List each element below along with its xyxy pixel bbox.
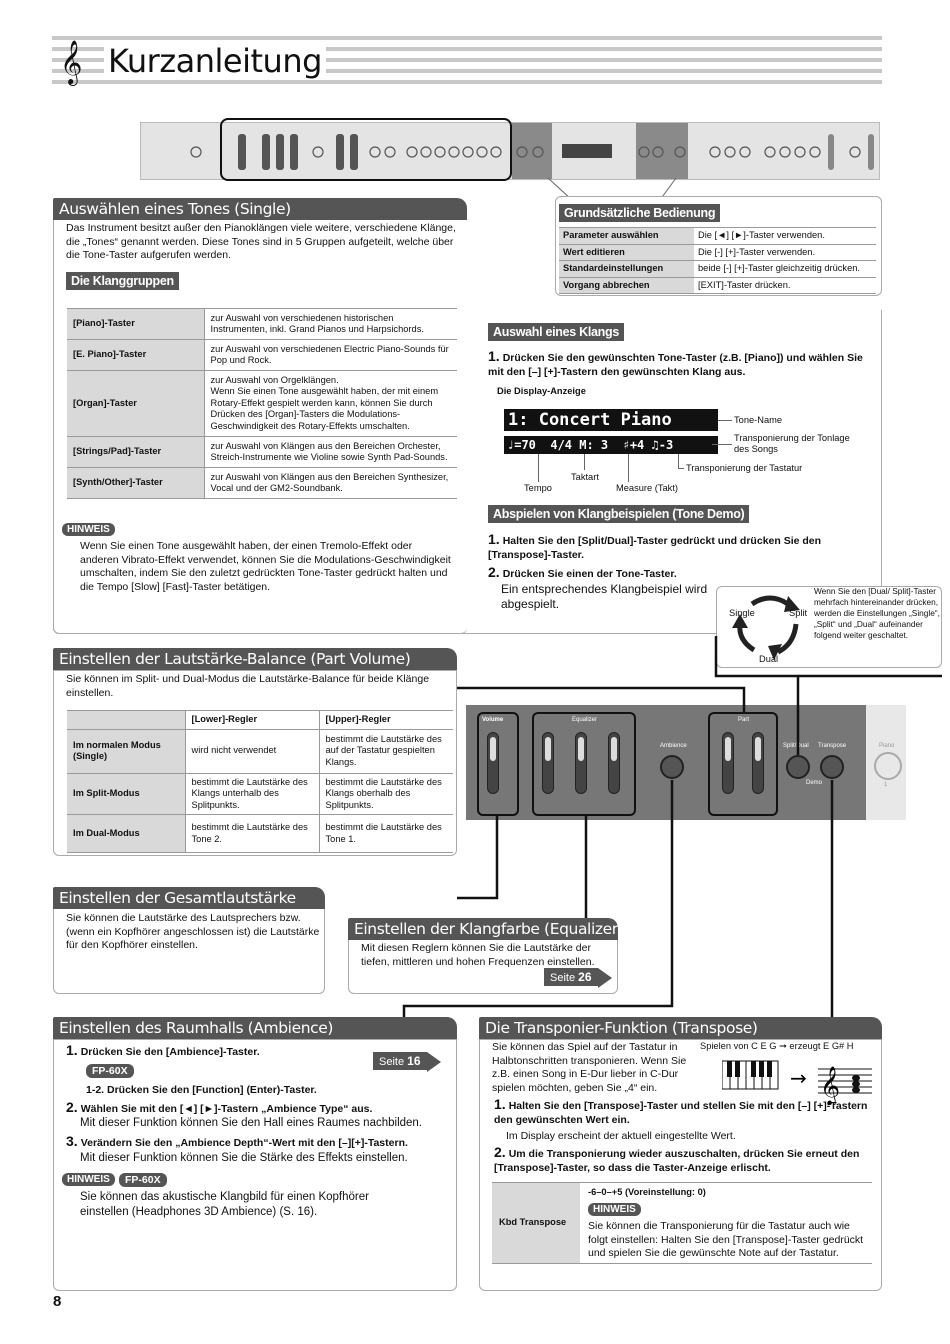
fp60x-badge: FP-60X: [86, 1064, 134, 1078]
basics-value: Die [◄] [►]-Taster verwenden.: [694, 228, 876, 245]
seite-number: 16: [407, 1054, 421, 1068]
transpose-intro: Sie können das Spiel auf der Tastatur in Halbtonschritten transponieren. Wenn Sie z.B. einen Song in E-Dur lieber in C-Dur spielen möchten, geben Sie „4“ ein.: [492, 1041, 687, 1094]
step-number: 1.: [488, 531, 500, 547]
step-number: 1.: [66, 1042, 78, 1058]
group-desc: zur Auswahl von Klängen aus den Bereichen Synthesizer, Vocal und der GM2-Soundbank.: [204, 468, 457, 499]
partvol-lower: bestimmt die Lautstärke des Tone 2.: [185, 815, 319, 853]
svg-text:→: →: [790, 1066, 807, 1090]
transpose-step1-text: Halten Sie den [Transpose]-Taster und stellen Sie mit den [–] [+]-Tastern den gewünschten Wert ein.: [494, 1100, 868, 1126]
ambience-page-ref[interactable]: [373, 1052, 427, 1070]
eq-text: Mit diesen Reglern können Sie die Lautstärke der tiefen, mittleren und hohen Frequenzen einstellen.: [361, 942, 595, 968]
gesamt-heading: Einstellen der Gesamtlautstärke: [53, 887, 325, 909]
demo-heading: Abspielen von Klangbeispielen (Tone Demo): [488, 505, 749, 523]
partvol-mode: Im Dual-Modus: [67, 815, 185, 853]
seite-label: Seite: [550, 972, 576, 984]
basics-key: Parameter auswählen: [559, 228, 694, 245]
step-number: 2.: [66, 1099, 78, 1115]
group-desc: zur Auswahl von Klängen aus den Bereichen Orchester, Streich-Instrumente wie Violine sowie Synth Pad-Sounds.: [204, 437, 457, 468]
basics-value: beide [-] [+]-Taster gleichzeitig drücken.: [694, 261, 876, 278]
kbd-transpose-label: Transponierung der Tastatur: [686, 463, 803, 473]
ambience-step2-text: Wählen Sie mit den [◄] [►]-Tastern „Ambience Type“ aus.: [80, 1103, 373, 1115]
klang-heading: Auswahl eines Klangs: [488, 323, 624, 341]
basics-key: Wert editieren: [559, 244, 694, 261]
ambience-step3: [66, 1134, 456, 1150]
transpose-example: Spielen von C E G ➞ erzeugt E G# H: [700, 1041, 854, 1051]
step-number: 2.: [488, 564, 500, 580]
partvol-mode: Im normalen Modus (Single): [67, 729, 185, 773]
ambience-step1b: 1-2. Drücken Sie den [Function] (Enter)-Taster.: [86, 1084, 317, 1096]
partvol-lower: bestimmt die Lautstärke des Klangs unterhalb des Splitpunkts.: [185, 773, 319, 815]
klang-step1-text: Drücken Sie den gewünschten Tone-Taster (z.B. [Piano]) und wählen Sie mit den [–] [+]-Tastern den gewünschten Klang aus.: [488, 352, 863, 378]
kbd-transpose-range: -6–0–+5 (Voreinstellung: 0): [588, 1187, 706, 1197]
transpose-heading: Die Transponier-Funktion (Transpose): [479, 1017, 882, 1039]
transpose-step2: [494, 1145, 874, 1175]
ambience-step3-desc: Mit dieser Funktion können Sie die Stärke des Effekts einstellen.: [80, 1152, 408, 1164]
group-desc: zur Auswahl von verschiedenen Electric Piano-Sounds für Pop und Rock.: [204, 340, 457, 371]
klanggruppen-heading: Die Klanggruppen: [66, 272, 179, 290]
demo-step1-text: Halten Sie den [Split/Dual]-Taster gedrückt und drücken Sie den [Transpose]-Taster.: [488, 535, 822, 561]
cycle-dual-label: Dual: [759, 654, 779, 664]
partvol-heading: Einstellen der Lautstärke-Balance (Part Volume): [53, 648, 457, 670]
song-transpose-label: Transponierung der Tonlage des Songs: [734, 433, 850, 454]
basics-value: Die [-] [+]-Taster verwenden.: [694, 244, 876, 261]
step-number: 3.: [66, 1133, 78, 1149]
transpose-step1-desc: Im Display erscheint der aktuell eingestellte Wert.: [506, 1130, 736, 1142]
single-intro: Das Instrument besitzt außer den Pianoklängen viele weitere, verschiedene Klänge, die „Tones“ genannt werden. Diese Tones sind in 5 Gruppen aufgeteilt, welche über die Tone-Taster aufgerufen werden.: [66, 222, 456, 261]
partvol-mode: Im Split-Modus: [67, 773, 185, 815]
ambience-step3-text: Verändern Sie den „Ambience Depth“-Wert mit den [–][+]-Tastern.: [80, 1137, 408, 1149]
ambience-step1: [66, 1043, 366, 1059]
basics-key: Standardeinstellungen: [559, 261, 694, 278]
partvol-lower: wird nicht verwendet: [185, 729, 319, 773]
hinweis-badge: HINWEIS: [62, 523, 115, 536]
demo-step2-desc: Ein entsprechendes Klangbeispiel wird abgespielt.: [501, 582, 708, 611]
step-number: 1.: [494, 1096, 506, 1112]
hinweis-badge: HINWEIS: [588, 1203, 641, 1216]
seite-label: Seite: [379, 1056, 405, 1068]
single-section-heading: Auswählen eines Tones (Single): [53, 198, 467, 220]
equalizer-label: Equalizer: [572, 717, 598, 723]
partvol-intro: Sie können im Split- und Dual-Modus die Lautstärke-Balance für beide Klänge einstellen.: [66, 673, 430, 699]
partvol-col-lower: [Lower]-Regler: [185, 711, 319, 730]
kbd-transpose-label: Kbd Transpose: [499, 1217, 567, 1227]
gesamt-text: Sie können die Lautstärke des Lautsprechers bzw. (wenn ein Kopfhörer angeschlossen ist) die Lautstärke für den Kopfhörer einstellen.: [66, 912, 320, 951]
group-key: [Organ]-Taster: [67, 371, 204, 437]
page-title: Kurzanleitung: [104, 42, 326, 80]
group-key: [E. Piano]-Taster: [67, 340, 204, 371]
group-key: [Synth/Other]-Taster: [67, 468, 204, 499]
single-hinweis-text: Wenn Sie einen Tone ausgewählt haben, der einen Tremolo-Effekt oder anderen Vibrato-Effekt verwendet, können Sie die Modulations-Geschwindigkeit umschalten, indem Sie den zuletzt gedrückten Tone-Taster gedrückt halten und die Tempo [Slow] [Fast]-Taster betätigen.: [80, 540, 451, 593]
tone-name-label: Tone-Name: [734, 415, 783, 425]
part-label: Part: [738, 717, 750, 723]
demo-label: Demo: [806, 780, 823, 786]
partvol-upper: bestimmt die Lautstärke des auf der Tastatur gespielten Klangs.: [319, 729, 453, 773]
measure-label: Measure (Takt): [616, 483, 678, 493]
group-key: [Piano]-Taster: [67, 309, 204, 340]
cycle-split-label: Split: [789, 608, 808, 618]
svg-text:𝄞: 𝄞: [820, 1066, 841, 1105]
eq-heading: Einstellen der Klangfarbe (Equalizer): [348, 918, 618, 940]
ambience-label: Ambience: [660, 743, 687, 749]
fp60x-badge: FP-60X: [119, 1173, 167, 1187]
transpose-label: Transpose: [818, 743, 847, 749]
split-dual-label: Split/Dual: [783, 743, 809, 749]
transpose-step2-text: Um die Transponierung wieder auszuschalten, drücken Sie erneut den [Transpose]-Taster, so dass die Taster-Anzeige erlischt.: [494, 1148, 860, 1174]
tempo-label: Tempo: [524, 483, 552, 493]
hinweis-badge: HINWEIS: [62, 1173, 115, 1186]
basics-heading: Grundsätzliche Bedienung: [559, 204, 720, 222]
group-desc: zur Auswahl von Orgelklängen. Wenn Sie einen Tone ausgewählt haben, der mit einem Rotary-Effekt gespielt werden kann, können Sie durch Drücken des [Organ]-Tasters die Modulations-Geschwindigkeit des Rotary-Effekts umschalten.: [204, 371, 457, 437]
display-label: Die Display-Anzeige: [497, 386, 586, 396]
piano-label: Piano: [879, 743, 895, 749]
transpose-step1: [494, 1097, 874, 1127]
treble-clef-icon: 𝄞: [60, 40, 83, 84]
basics-key: Vorgang abbrechen: [559, 277, 694, 294]
transpose-hinweis-text: Sie können die Transponierung für die Tastatur auch wie folgt einstellen: Halten Sie den [Transpose]-Taster gedrückt und spielen Sie die gewünschte Note auf der Tastatur.: [588, 1220, 864, 1259]
cycle-single-label: Single: [729, 608, 755, 618]
basics-value: [EXIT]-Taster drücken.: [694, 277, 876, 294]
display-line2: ♩=70 4/4 M: 3 ♯+4 ♫-3: [504, 436, 718, 454]
group-key: [Strings/Pad]-Taster: [67, 437, 204, 468]
display-line1: 1: Concert Piano: [504, 409, 718, 431]
volume-label: Volume: [482, 717, 504, 723]
ambience-heading: Einstellen des Raumhalls (Ambience): [53, 1017, 457, 1039]
cycle-note: Wenn Sie den [Dual/ Split]-Taster mehrfach hintereinander drücken, werden die Einstellungen „Single“, „Split“ und „Dual“ aufeinander folgend weiter geschaltet.: [814, 586, 940, 640]
step-number: 1.: [488, 348, 500, 364]
step-number: 2.: [494, 1144, 506, 1160]
group-desc: zur Auswahl von verschiedenen historischen Instrumenten, inkl. Grand Pianos und Harpsichords.: [204, 309, 457, 340]
demo-step2-text: Drücken Sie einen der Tone-Taster.: [502, 568, 677, 580]
partvol-upper: bestimmt die Lautstärke des Tone 1.: [319, 815, 453, 853]
eq-page-ref[interactable]: [544, 968, 598, 986]
ambience-step1-text: Drücken Sie den [Ambience]-Taster.: [80, 1046, 260, 1058]
piano-number: 1: [884, 782, 888, 788]
ambience-step2: [66, 1100, 446, 1116]
seite-number: 26: [578, 970, 592, 984]
taktart-label: Taktart: [571, 472, 599, 482]
ambience-hinweis-text: Sie können das akustische Klangbild für einen Kopfhörer einstellen (Headphones 3D Ambience) (S. 16).: [80, 1191, 369, 1218]
partvol-upper: bestimmt die Lautstärke des Klangs oberhalb des Splitpunkts.: [319, 773, 453, 815]
page-number: 8: [53, 1293, 62, 1310]
partvol-col-upper: [Upper]-Regler: [319, 711, 453, 730]
ambience-step2-desc: Mit dieser Funktion können Sie den Hall eines Raumes nachbilden.: [80, 1117, 423, 1129]
